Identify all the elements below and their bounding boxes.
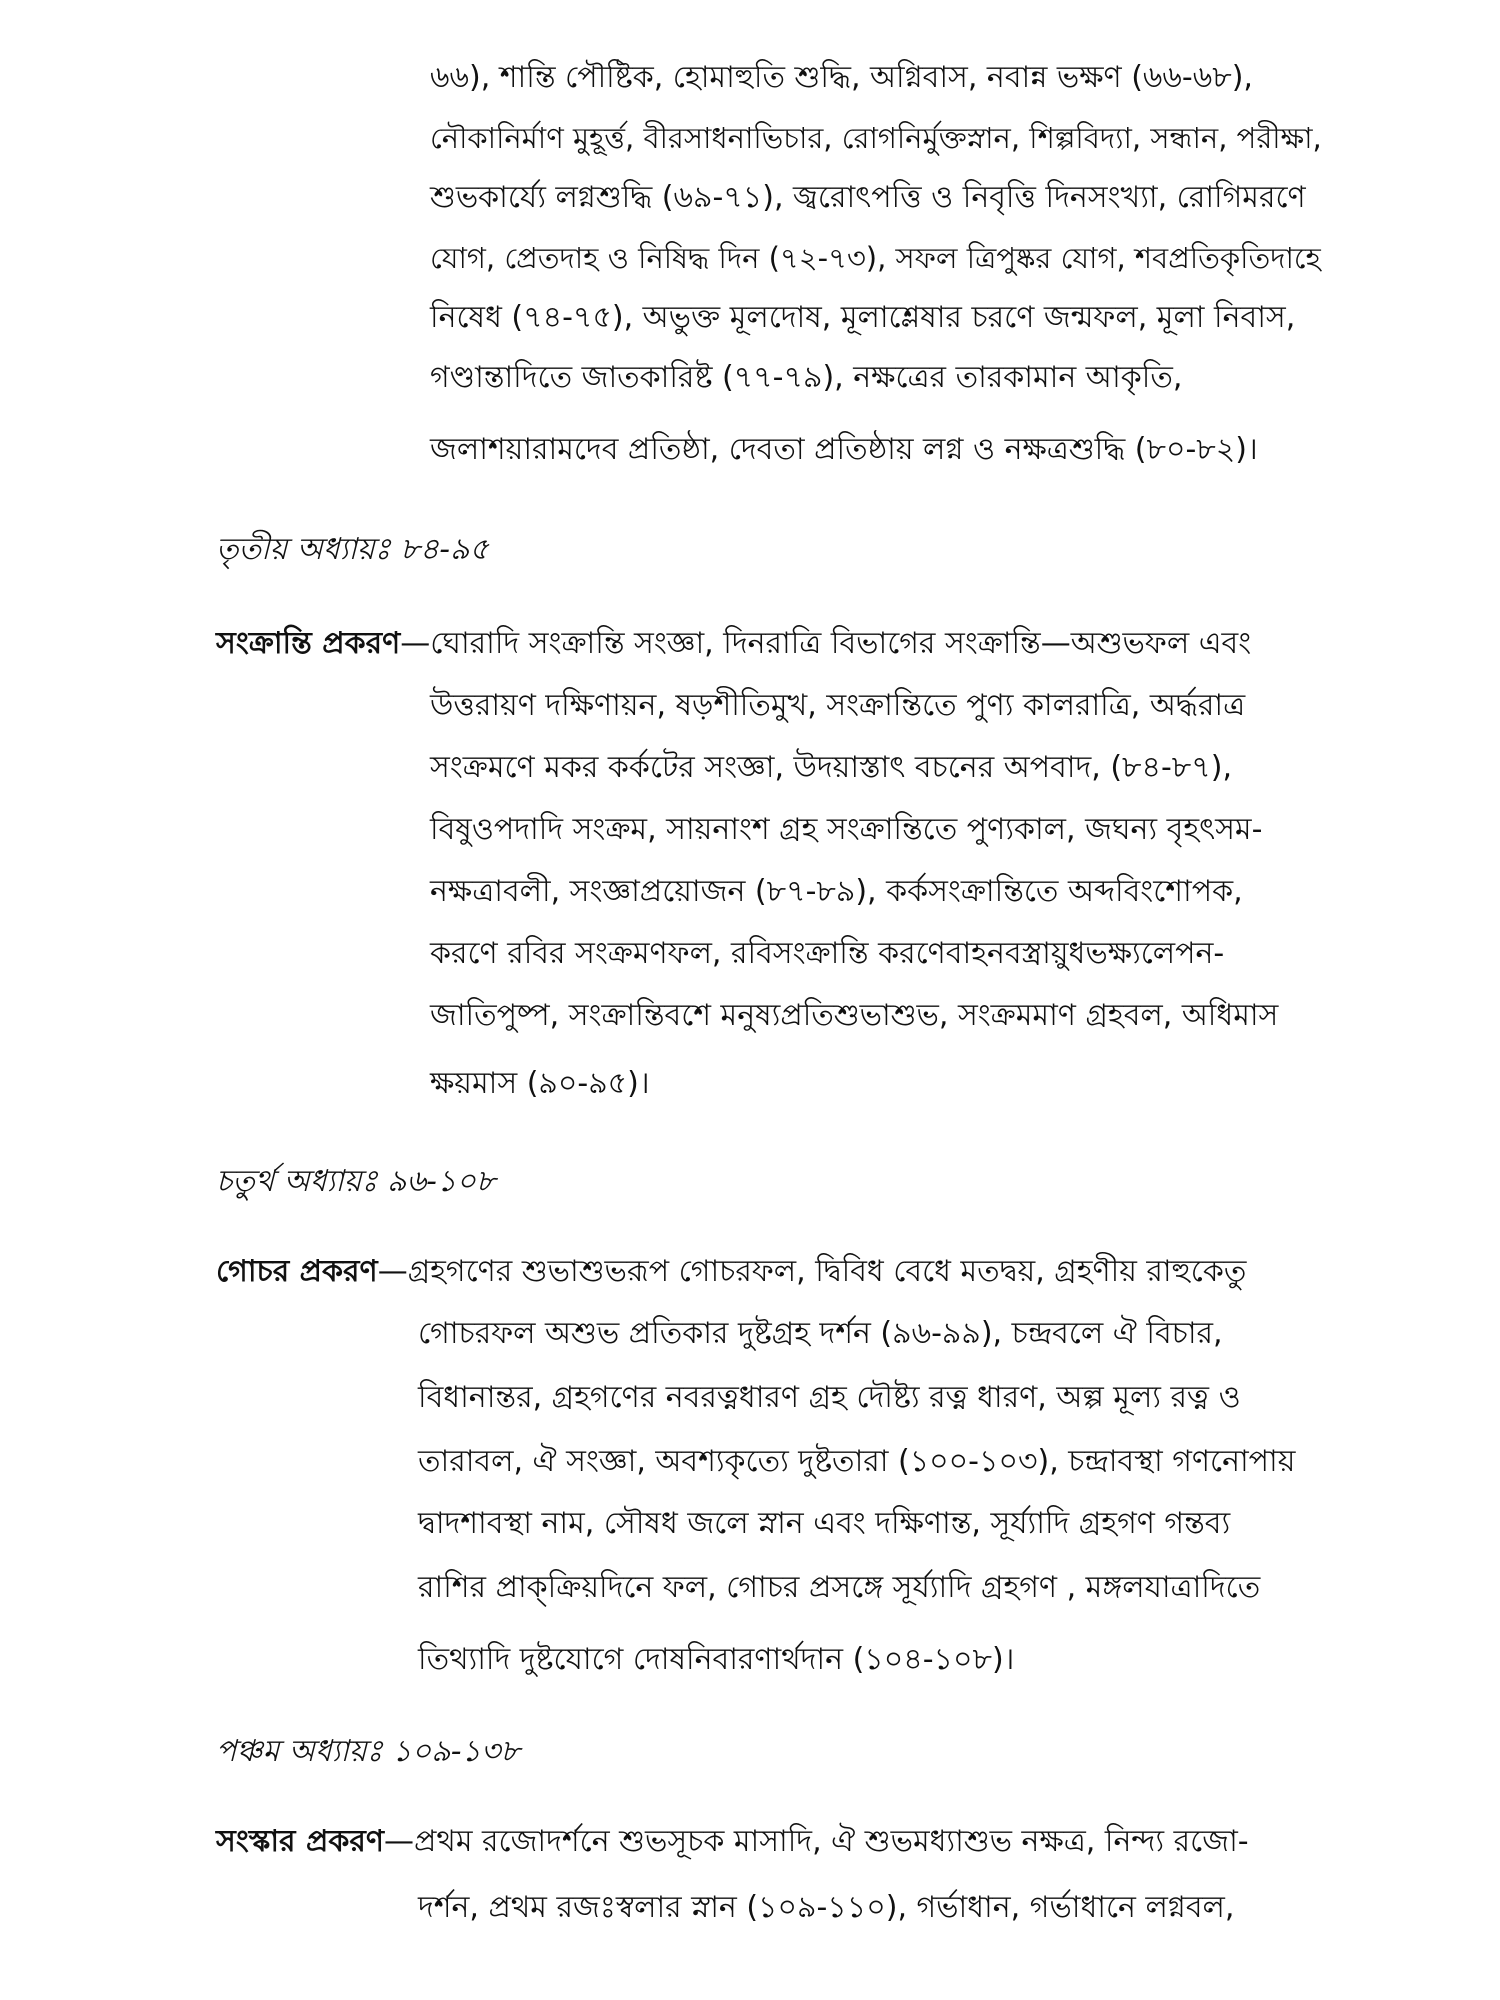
text-line: রাশির প্রাক্‌ক্রিয়দিনে ফল, গোচর প্রসঙ্গে সূর্য্যাদি গ্রহগণ , মঙ্গলযাত্রাদিতে	[418, 1570, 1261, 1605]
text-line: দ্বাদশাবস্থা নাম, সৌষধ জলে স্নান এবং দক্ষিণান্ত, সূর্য্যাদি গ্রহগণ গন্তব্য	[418, 1506, 1231, 1541]
section-first-line	[216, 1250, 1246, 1294]
text-line: জাতিপুষ্প, সংক্রান্তিবশে মনুষ্যপ্রতিশুভাশুভ, সংক্রমমাণ গ্রহবল, অধিমাস	[430, 998, 1279, 1033]
text-line: শুভকার্য্যে লগ্নশুদ্ধি (৬৯-৭১), জ্বরোৎপত্তি ও নিবৃত্তি দিনসংখ্যা, রোগিমরণে	[430, 180, 1306, 215]
text-line: নিষেধ (৭৪-৭৫), অভুক্ত মূলদোষ, মূলাশ্লেষার চরণে জন্মফল, মূলা নিবাস,	[430, 300, 1296, 335]
section-label: সংক্রান্তি প্রকরণ	[216, 626, 401, 661]
text-line: ৬৬), শান্তি পৌষ্টিক, হোমাহুতি শুদ্ধি, অগ্নিবাস, নবান্ন ভক্ষণ (৬৬-৬৮),	[430, 60, 1253, 95]
chapter-heading: তৃতীয় অধ্যায়ঃ ৮৪-৯৫	[216, 532, 489, 567]
text-line: তারাবল, ঐ সংজ্ঞা, অবশ্যকৃত্যে দুষ্টতারা (১০০-১০৩), চন্দ্রাবস্থা গণনোপায়	[418, 1444, 1296, 1479]
chapter-heading: চতুর্থ অধ্যায়ঃ ৯৬-১০৮	[216, 1164, 496, 1199]
text-line: তিথ্যাদি দুষ্টযোগে দোষনিবারণার্থদান (১০৪-১০৮)।	[418, 1642, 1015, 1677]
text-line: গোচরফল অশুভ প্রতিকার দুষ্টগ্রহ দর্শন (৯৬-৯৯), চন্দ্রবলে ঐ বিচার,	[418, 1316, 1223, 1351]
section-text: —ঘোরাদি সংক্রান্তি সংজ্ঞা, দিনরাত্রি বিভাগের সংক্রান্তি—অশুভফল এবং	[400, 626, 1252, 661]
section-text: —প্রথম রজোদর্শনে শুভসূচক মাসাদি, ঐ শুভমধ্যাশুভ নক্ষত্র, নিন্দ্য রজো-	[384, 1824, 1249, 1859]
section-first-line	[216, 1820, 1249, 1864]
text-line: বিধানান্তর, গ্রহগণের নবরত্নধারণ গ্রহ দৌষ্ট্য রত্ন ধারণ, অল্প মূল্য রত্ন ও	[418, 1380, 1241, 1415]
section-label: সংস্কার প্রকরণ	[216, 1824, 385, 1859]
chapter-heading: পঞ্চম অধ্যায়ঃ ১০৯-১৩৮	[216, 1734, 520, 1769]
text-line: দর্শন, প্রথম রজঃস্বলার স্নান (১০৯-১১০), গর্ভাধান, গর্ভাধানে লগ্নবল,	[418, 1890, 1235, 1925]
text-line: নৌকানির্মাণ মুহূর্ত্ত, বীরসাধনাভিচার, রোগনির্মুক্তস্নান, শিল্পবিদ্যা, সন্ধান, পরীক্ষা,	[430, 121, 1322, 155]
text-line: উত্তরায়ণ দক্ষিণায়ন, ষড়শীতিমুখ, সংক্রান্তিতে পুণ্য কালরাত্রি, অর্দ্ধরাত্র	[430, 688, 1246, 723]
text-line: নক্ষত্রাবলী, সংজ্ঞাপ্রয়োজন (৮৭-৮৯), কর্কসংক্রান্তিতে অব্দবিংশোপক,	[430, 874, 1243, 909]
text-line: বিষুওপদাদি সংক্রম, সায়নাংশ গ্রহ সংক্রান্তিতে পুণ্যকাল, জঘন্য বৃহৎসম-	[430, 812, 1263, 847]
text-line: গণ্ডান্তাদিতে জাতকারিষ্ট (৭৭-৭৯), নক্ষত্রের তারকামান আকৃতি,	[430, 360, 1183, 395]
section-first-line	[216, 622, 1251, 666]
text-line: ক্ষয়মাস (৯০-৯৫)।	[430, 1066, 650, 1101]
text-line: যোগ, প্রেতদাহ ও নিষিদ্ধ দিন (৭২-৭৩), সফল ত্রিপুষ্কর যোগ, শবপ্রতিকৃতিদাহে	[430, 241, 1321, 275]
section-text: —গ্রহগণের শুভাশুভরূপ গোচরফল, দ্বিবিধ বেধে মতদ্বয়, গ্রহণীয় রাহুকেতু	[377, 1254, 1247, 1289]
text-line: সংক্রমণে মকর কর্কটের সংজ্ঞা, উদয়াস্তাৎ বচনের অপবাদ, (৮৪-৮৭),	[430, 750, 1233, 785]
section-label: গোচর প্রকরণ	[216, 1254, 378, 1289]
text-line: করণে রবির সংক্রমণফল, রবিসংক্রান্তি করণেবাহনবস্ত্রায়ুধভক্ষ্যলেপন-	[430, 936, 1225, 971]
text-line: জলাশয়ারামদেব প্রতিষ্ঠা, দেবতা প্রতিষ্ঠায় লগ্ন ও নক্ষত্রশুদ্ধি (৮০-৮২)।	[430, 432, 1258, 467]
